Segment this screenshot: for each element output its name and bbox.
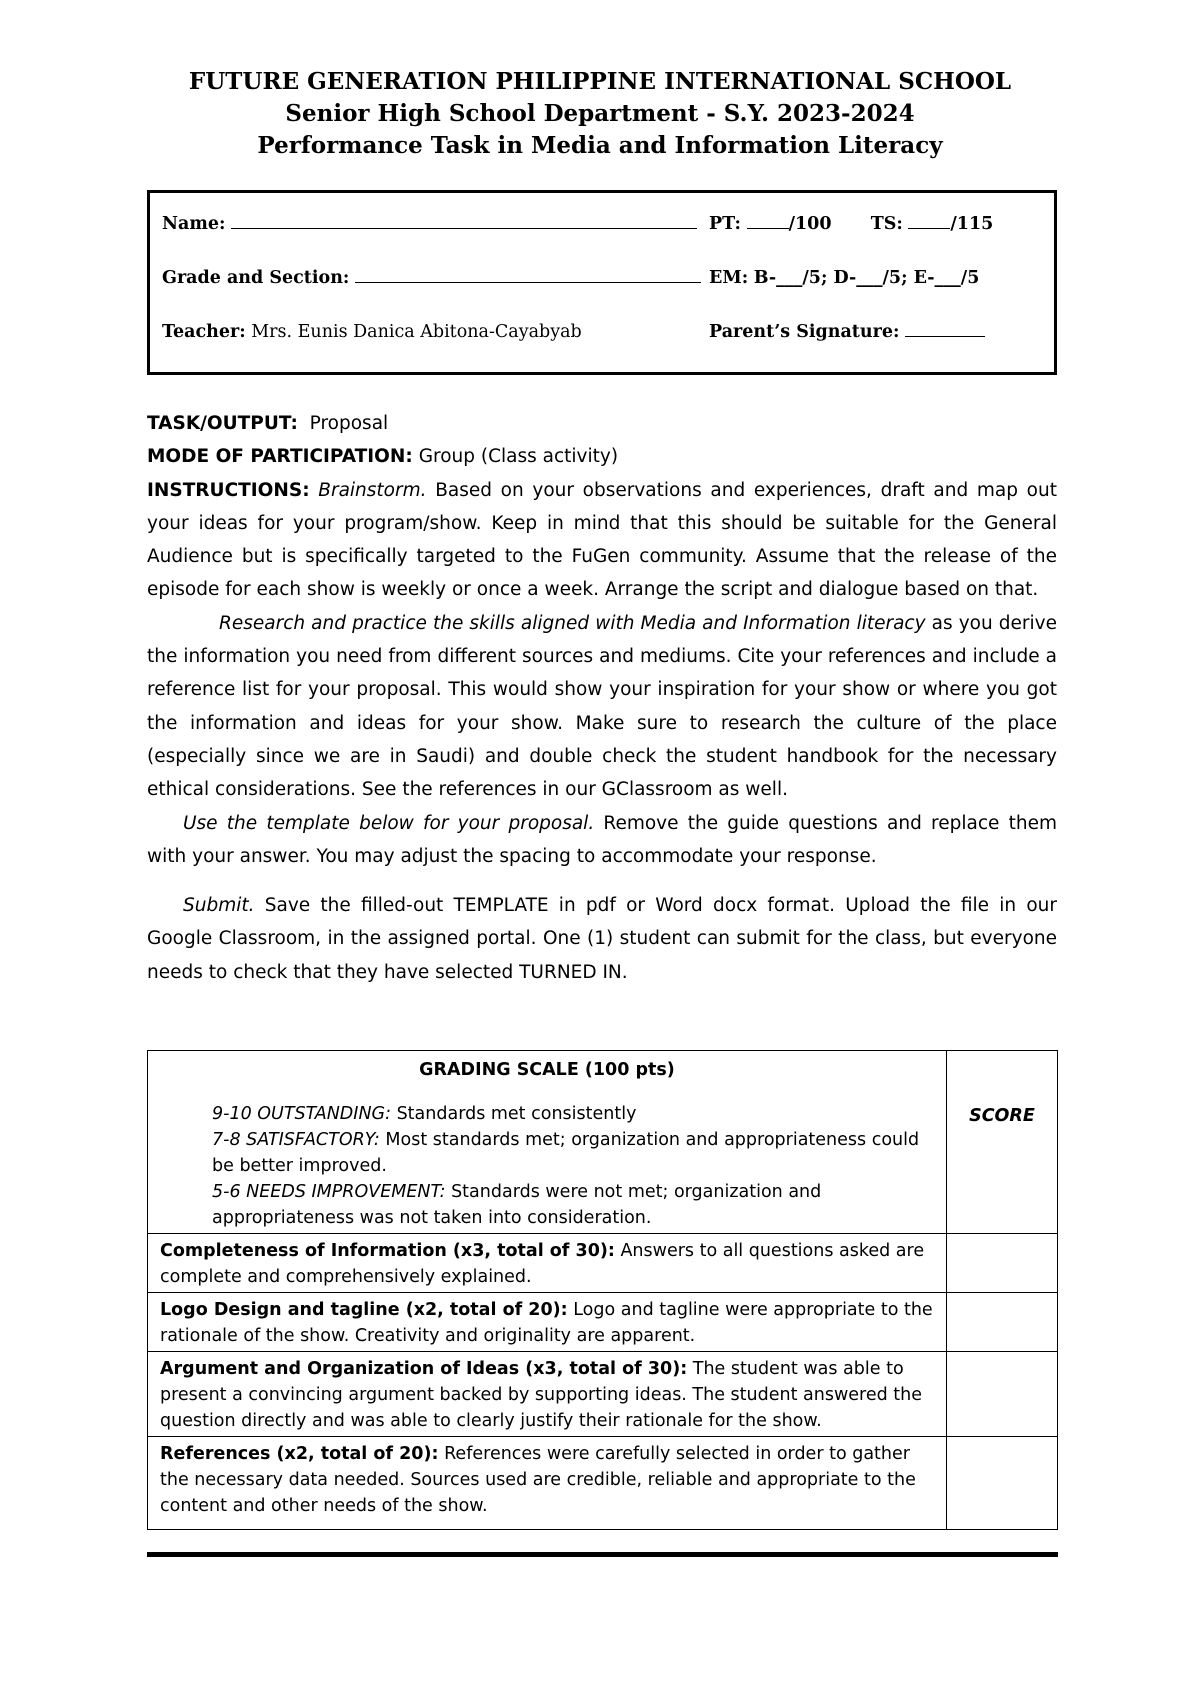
criterion-cell [148, 1352, 947, 1437]
instructions-paragraph [147, 474, 1057, 607]
criterion-cell [148, 1293, 947, 1352]
criterion-text: Logo and tagline were appropriate to the rationale of the show. Creativity and originality are apparent. [160, 1300, 933, 1346]
template-text: Remove the guide questions and replace them with your answer. You may adjust the spacing to accommodate your response. [147, 812, 1057, 867]
scale-text: Standards met consistently [396, 1104, 637, 1124]
document-header [0, 66, 1200, 162]
criterion-label: Logo Design and tagline (x2, total of 20): [160, 1300, 568, 1320]
criterion-row [148, 1234, 1058, 1293]
scale-text: Standards were not met; organization and appropriateness was not taken into consideration. [212, 1182, 822, 1228]
scale-label: 9-10 OUTSTANDING: [212, 1104, 391, 1124]
task-title: Performance Task in Media and Information Literacy [257, 132, 943, 159]
em-scores: B-___/5; D-___/5; E-___/5 [753, 268, 980, 288]
grading-scale-row [148, 1051, 1058, 1234]
student-info-box [147, 190, 1057, 375]
teacher-name: Mrs. Eunis Danica Abitona-Cayabyab [251, 322, 582, 342]
score-header: SCORE [947, 1051, 1058, 1234]
criterion-row [148, 1293, 1058, 1352]
criterion-text: Answers to all questions asked are complete and comprehensively explained. [160, 1241, 925, 1287]
task-line [147, 407, 1057, 440]
em-label: EM: [709, 268, 749, 288]
name-label: Name: [162, 214, 226, 234]
criterion-label: Completeness of Information (x3, total of 30): [160, 1241, 615, 1261]
teacher-label: Teacher: [162, 322, 246, 342]
score-input-cell[interactable] [947, 1437, 1058, 1530]
score-input-cell[interactable] [947, 1234, 1058, 1293]
info-row-grade [162, 263, 1042, 293]
instructions-body [147, 407, 1057, 989]
submit-paragraph [147, 889, 1057, 989]
criterion-row [148, 1437, 1058, 1530]
bottom-divider [147, 1552, 1058, 1557]
score-input-cell[interactable] [947, 1293, 1058, 1352]
criterion-text: References were carefully selected in order to gather the necessary data needed. Sources used are credible, reliable and appropriate to the content and other needs of the show. [160, 1444, 916, 1516]
info-row-teacher [162, 317, 1042, 347]
criterion-label: References (x2, total of 20): [160, 1444, 439, 1464]
grade-field-line[interactable] [355, 264, 701, 283]
criterion-text: The student was able to present a convincing argument backed by supporting ideas. The student answered the question directly and was able to clearly justify their rationale for the show. [160, 1359, 922, 1431]
scale-item [212, 1179, 934, 1231]
research-paragraph [147, 607, 1057, 807]
info-row-name [162, 209, 1042, 239]
submit-italic: Submit. [183, 895, 255, 917]
scale-list [212, 1101, 934, 1231]
scale-label: 7-8 SATISFACTORY: [212, 1130, 380, 1150]
scale-label: 5-6 NEEDS IMPROVEMENT: [212, 1182, 446, 1202]
scale-item [212, 1101, 934, 1127]
ts-label: TS: [870, 214, 903, 234]
instructions-text: Based on your observations and experiences, draft and map out your ideas for your program/show. Keep in mind that this should be suitable for the General Audience but is specifically targeted to the FuGen community. Assume that the release of the episode for each show is weekly or once a week. Arrange the script and dialogue based on that. [147, 479, 1057, 601]
instructions-label: INSTRUCTIONS: [147, 479, 310, 501]
mode-value: Group (Class activity) [418, 446, 619, 468]
mode-label: MODE OF PARTICIPATION: [147, 446, 413, 468]
parent-signature-label: Parent’s Signature: [709, 322, 900, 342]
department-line: Senior High School Department - S.Y. 2023-2024 [285, 100, 915, 127]
research-italic: Research and practice the skills aligned with Media and Information literacy [219, 612, 926, 634]
brainstorm-text: Brainstorm. [318, 479, 427, 501]
mode-line [147, 440, 1057, 473]
pt-total: /100 [788, 214, 832, 234]
grade-label: Grade and Section: [162, 268, 350, 288]
submit-text: Save the filled-out TEMPLATE in pdf or Word docx format. Upload the file in our Google Classroom, in the assigned portal. One (1) student can submit for the class, but everyone needs to check that they have selected TURNED IN. [147, 895, 1057, 983]
criterion-label: Argument and Organization of Ideas (x3, total of 30): [160, 1359, 688, 1379]
criterion-cell [148, 1437, 947, 1530]
ts-total: /115 [950, 214, 994, 234]
grading-scale-title: GRADING SCALE (100 pts) [419, 1060, 675, 1080]
parent-signature-line[interactable] [905, 318, 985, 337]
ts-score-line[interactable] [908, 210, 950, 229]
research-text: as you derive the information you need from different sources and mediums. Cite your references and include a reference list for your proposal. This would show your inspiration for your show or where you got the information and ideas for your show. Make sure to research the culture of the place (especially since we are in Saudi) and double check the student handbook for the necessary ethical considerations. See the references in our GClassroom as well. [147, 612, 1057, 801]
pt-score-line[interactable] [747, 210, 789, 229]
scale-text: Most standards met; organization and appropriateness could be better improved. [212, 1130, 920, 1176]
template-italic: Use the template below for your proposal. [183, 812, 595, 834]
grading-scale-cell [148, 1051, 947, 1234]
template-paragraph [147, 807, 1057, 874]
grading-table [147, 1050, 1058, 1530]
pt-label: PT: [709, 214, 742, 234]
school-name: FUTURE GENERATION PHILIPPINE INTERNATIONAL SCHOOL [188, 68, 1012, 95]
score-input-cell[interactable] [947, 1352, 1058, 1437]
criterion-cell [148, 1234, 947, 1293]
task-label: TASK/OUTPUT: [147, 413, 298, 434]
criterion-row [148, 1352, 1058, 1437]
name-field-line[interactable] [231, 210, 697, 229]
scale-item [212, 1127, 934, 1179]
task-value: Proposal [309, 413, 389, 434]
